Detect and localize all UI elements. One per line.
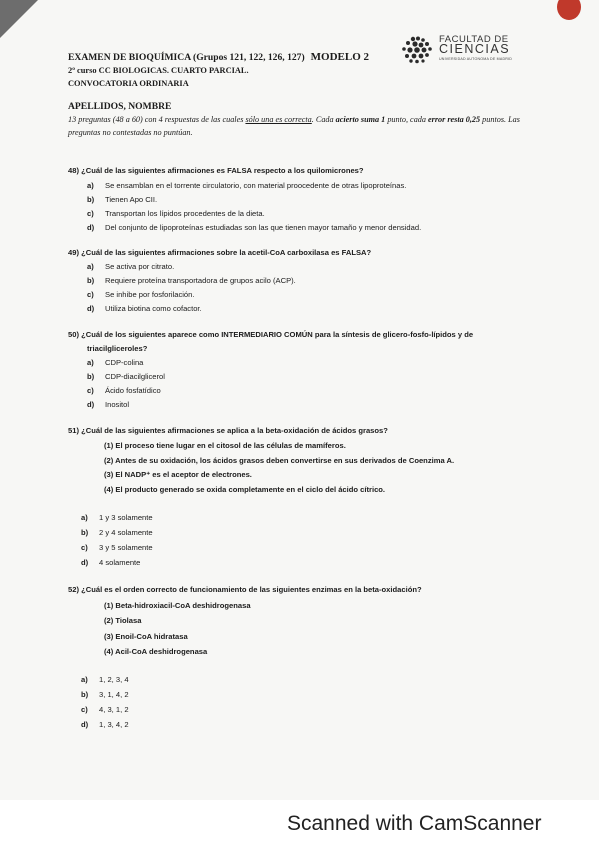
option-letter: b) xyxy=(87,372,95,381)
option-text: Utiliza biotina como cofactor. xyxy=(105,304,202,313)
option-text: 1 y 3 solamente xyxy=(99,513,153,522)
scanner-watermark: Scanned with CamScanner xyxy=(287,812,542,835)
logo-ciencias: CIENCIAS xyxy=(439,42,511,56)
question-52: 52) ¿Cuál es el orden correcto de funcionamiento de las siguientes enzimas en la beta-oxidación? xyxy=(68,585,422,594)
statement-51-4: (4) El producto generado se oxida completamente en el ciclo del ácido cítrico. xyxy=(104,485,386,494)
option-letter: a) xyxy=(87,262,94,271)
option-text: 2 y 4 solamente xyxy=(99,528,153,537)
faculty-logo xyxy=(399,36,539,66)
instructions-part: puntos. Las preguntas no contestadas no puntúan. xyxy=(68,115,520,137)
option-text: 3, 1, 4, 2 xyxy=(99,690,129,699)
option-text: 3 y 5 solamente xyxy=(99,543,153,552)
statement-52-4: (4) Acil-CoA deshidrogenasa xyxy=(104,647,208,656)
option-letter: d) xyxy=(87,400,95,409)
question-48: 48) ¿Cuál de las siguientes afirmaciones es FALSA respecto a los quilomicrones? xyxy=(68,166,364,175)
name-field-label: APELLIDOS, NOMBRE xyxy=(68,101,172,112)
question-51: 51) ¿Cuál de las siguientes afirmaciones se aplica a la beta-oxidación de ácidos grasos? xyxy=(68,426,388,435)
instructions-bold: acierto suma 1 xyxy=(335,115,386,124)
option-letter: b) xyxy=(87,195,95,204)
option-letter: c) xyxy=(87,386,94,395)
option-text: Se inhibe por fosforilación. xyxy=(105,290,195,299)
instructions-underlined: sólo una es correcta xyxy=(245,115,312,124)
statement-51-3: (3) El NADP⁺ es el aceptor de electrones. xyxy=(104,470,252,479)
option-text: Inositol xyxy=(105,400,130,409)
option-letter: b) xyxy=(81,528,89,537)
option-text: CDP-colina xyxy=(105,358,144,367)
dots-logo-icon xyxy=(399,36,435,64)
page-corner-shadow xyxy=(0,0,38,38)
instructions-part: . Cada xyxy=(311,115,336,124)
option-text: Tienen Apo CII. xyxy=(105,195,158,204)
option-letter: d) xyxy=(81,720,89,729)
option-letter: d) xyxy=(87,223,95,232)
exam-title-text: EXAMEN DE BIOQUÍMICA (Grupos 121, 122, 126, 127) xyxy=(68,52,305,63)
option-text: 4 solamente xyxy=(99,558,141,567)
logo-facultad: FACULTAD DE xyxy=(439,34,509,45)
exam-model: MODELO 2 xyxy=(310,51,370,63)
option-text: 4, 3, 1, 2 xyxy=(99,705,129,714)
question-49: 49) ¿Cuál de las siguientes afirmaciones sobre la acetil-CoA carboxilasa es FALSA? xyxy=(68,248,372,257)
option-letter: c) xyxy=(81,705,88,714)
option-text: 1, 3, 4, 2 xyxy=(99,720,129,729)
statement-52-3: (3) Enoil-CoA hidratasa xyxy=(104,632,188,641)
instructions-part: 13 preguntas (48 a 60) con 4 respuestas de las cuales xyxy=(68,115,246,124)
option-text: Se activa por citrato. xyxy=(105,262,175,271)
question-50: 50) ¿Cuál de los siguientes aparece como INTERMEDIARIO COMÚN para la síntesis de glicero-fosfo-lípidos y de xyxy=(68,330,474,339)
instructions xyxy=(68,114,538,139)
instructions-bold: error resta 0,25 xyxy=(428,115,481,124)
option-letter: a) xyxy=(81,675,88,684)
course-line: 2º curso CC BIOLOGICAS. CUARTO PARCIAL. xyxy=(68,66,249,75)
option-text: CDP-diacilglicerol xyxy=(105,372,165,381)
question-50-cont: triacilgliceroles? xyxy=(87,344,148,353)
option-letter: b) xyxy=(81,690,89,699)
option-letter: c) xyxy=(81,543,88,552)
convocatoria-line: CONVOCATORIA ORDINARIA xyxy=(68,79,189,88)
option-letter: b) xyxy=(87,276,95,285)
option-text: Requiere proteína transportadora de grupos acilo (ACP). xyxy=(105,276,296,285)
option-letter: d) xyxy=(87,304,95,313)
option-letter: a) xyxy=(87,181,94,190)
logo-university: UNIVERSIDAD AUTONOMA DE MADRID xyxy=(439,57,513,61)
option-letter: c) xyxy=(87,290,94,299)
statement-52-1: (1) Beta-hidroxiacil-CoA deshidrogenasa xyxy=(104,601,251,610)
exam-title xyxy=(68,51,369,63)
option-text: Ácido fosfatídico xyxy=(105,386,161,395)
option-letter: c) xyxy=(87,209,94,218)
statement-52-2: (2) Tiolasa xyxy=(104,616,142,625)
instructions-part: punto, cada xyxy=(385,115,429,124)
option-text: Se ensamblan en el torrente circulatorio, con material proocedente de otras lipoproteínas. xyxy=(105,181,407,190)
statement-51-1: (1) El proceso tiene lugar en el citosol de las células de mamíferos. xyxy=(104,441,346,450)
option-text: 1, 2, 3, 4 xyxy=(99,675,129,684)
option-text: Del conjunto de lipoproteínas estudiadas son las que tienen mayor tamaño y menor densidad. xyxy=(105,223,422,232)
option-letter: d) xyxy=(81,558,89,567)
option-letter: a) xyxy=(87,358,94,367)
option-letter: a) xyxy=(81,513,88,522)
statement-51-2: (2) Antes de su oxidación, los ácidos grasos deben convertirse en sus derivados de Coenzima A. xyxy=(104,456,455,465)
option-text: Transportan los lípidos procedentes de la dieta. xyxy=(105,209,265,218)
red-corner-mark xyxy=(557,0,581,20)
